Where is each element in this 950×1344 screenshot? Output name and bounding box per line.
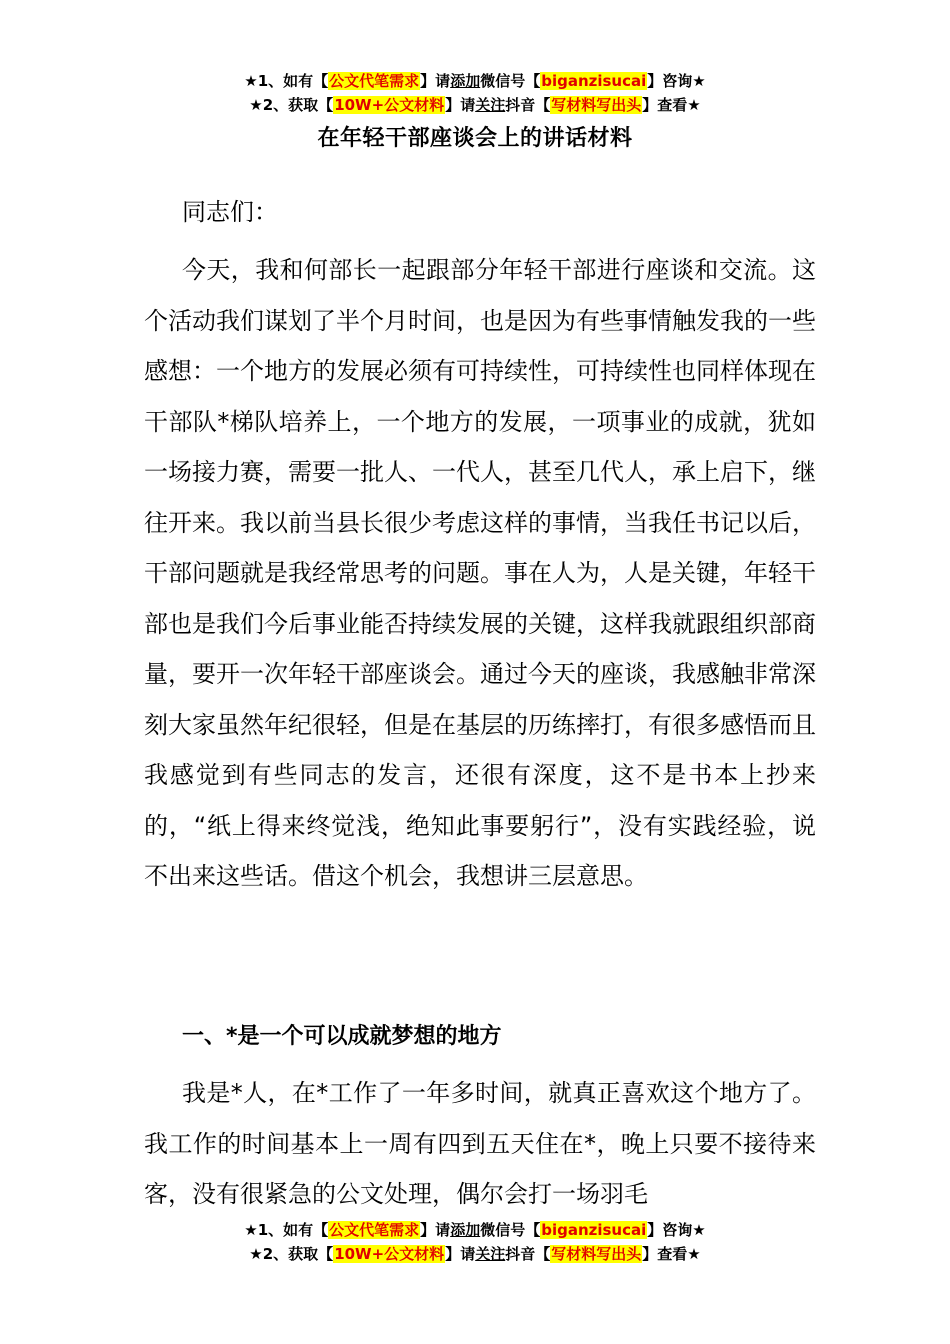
banner-highlight: 公文代笔需求 [329, 72, 420, 90]
banner-text: 】请 [420, 1221, 451, 1239]
banner-underline: 关注 [475, 96, 506, 114]
banner-text: 】查看★ [642, 96, 701, 114]
footer-banner-line-2 [0, 1243, 950, 1265]
banner-text: 抖音【 [505, 96, 551, 114]
banner-text: ★2、获取【 [249, 96, 334, 114]
banner-text: ★1、如有【 [244, 72, 329, 90]
salutation: 同志们： [182, 198, 278, 226]
banner-wechat-id: biganzisucai [541, 72, 647, 90]
header-banner-line-2 [0, 94, 950, 116]
banner-douyin-name: 写材料写出头 [551, 96, 642, 114]
banner-text: 】请 [420, 72, 451, 90]
banner-highlight: 公文代笔需求 [329, 1221, 420, 1239]
banner-underline: 添加 [450, 1221, 481, 1239]
banner-highlight: 10W+公文材料 [334, 1245, 445, 1263]
paragraph-section-1: 我是*人，在*工作了一年多时间，就真正喜欢这个地方了。我工作的时间基本上一周有四到五天住在*，晚上只要不接待来客，没有很紧急的公文处理，偶尔会打一场羽毛 [144, 1079, 816, 1208]
paragraph-intro: 今天，我和何部长一起跟部分年轻干部进行座谈和交流。这个活动我们谋划了半个月时间，也是因为有些事情触发我的一些感想：一个地方的发展必须有可持续性，可持续性也同样体现在干部队*梯队培养上，一个地方的发展，一项事业的成就，犹如一场接力赛，需要一批人、一代人，甚至几代人，承上启下，继往开来。我以前当县长很少考虑这样的事情，当我任书记以后，干部问题就是我经常思考的问题。事在人为，人是关键，年轻干部也是我们今后事业能否持续发展的关键，这样我就跟组织部商量，要开一次年轻干部座谈会。通过今天的座谈，我感触非常深刻大家虽然年纪很轻，但是在基层的历练摔打，有很多感悟而且我感觉到有些同志的发言，还很有深度，这不是书本上抄来的，“纸上得来终觉浅，绝知此事要躬行”，没有实践经验，说不出来这些话。借这个机会，我想讲三层意思。 [144, 256, 816, 890]
banner-text: 微信号【 [480, 72, 541, 90]
banner-underline: 添加 [450, 72, 481, 90]
banner-text: 微信号【 [480, 1221, 541, 1239]
banner-text: 】请 [445, 1245, 476, 1263]
banner-wechat-id: biganzisucai [541, 1221, 647, 1239]
banner-text: 】请 [445, 96, 476, 114]
banner-highlight: 10W+公文材料 [334, 96, 445, 114]
section-heading-1: 一、*是一个可以成就梦想的地方 [182, 1024, 502, 1049]
banner-douyin-name: 写材料写出头 [551, 1245, 642, 1263]
footer-banner-line-1 [0, 1219, 950, 1241]
banner-text: 】咨询★ [647, 72, 706, 90]
document-title: 在年轻干部座谈会上的讲话材料 [317, 126, 633, 151]
banner-underline: 关注 [475, 1245, 506, 1263]
banner-text: 】查看★ [642, 1245, 701, 1263]
banner-text: 】咨询★ [647, 1221, 706, 1239]
banner-text: ★1、如有【 [244, 1221, 329, 1239]
header-banner-line-1 [0, 70, 950, 92]
banner-text: 抖音【 [505, 1245, 551, 1263]
banner-text: ★2、获取【 [249, 1245, 334, 1263]
